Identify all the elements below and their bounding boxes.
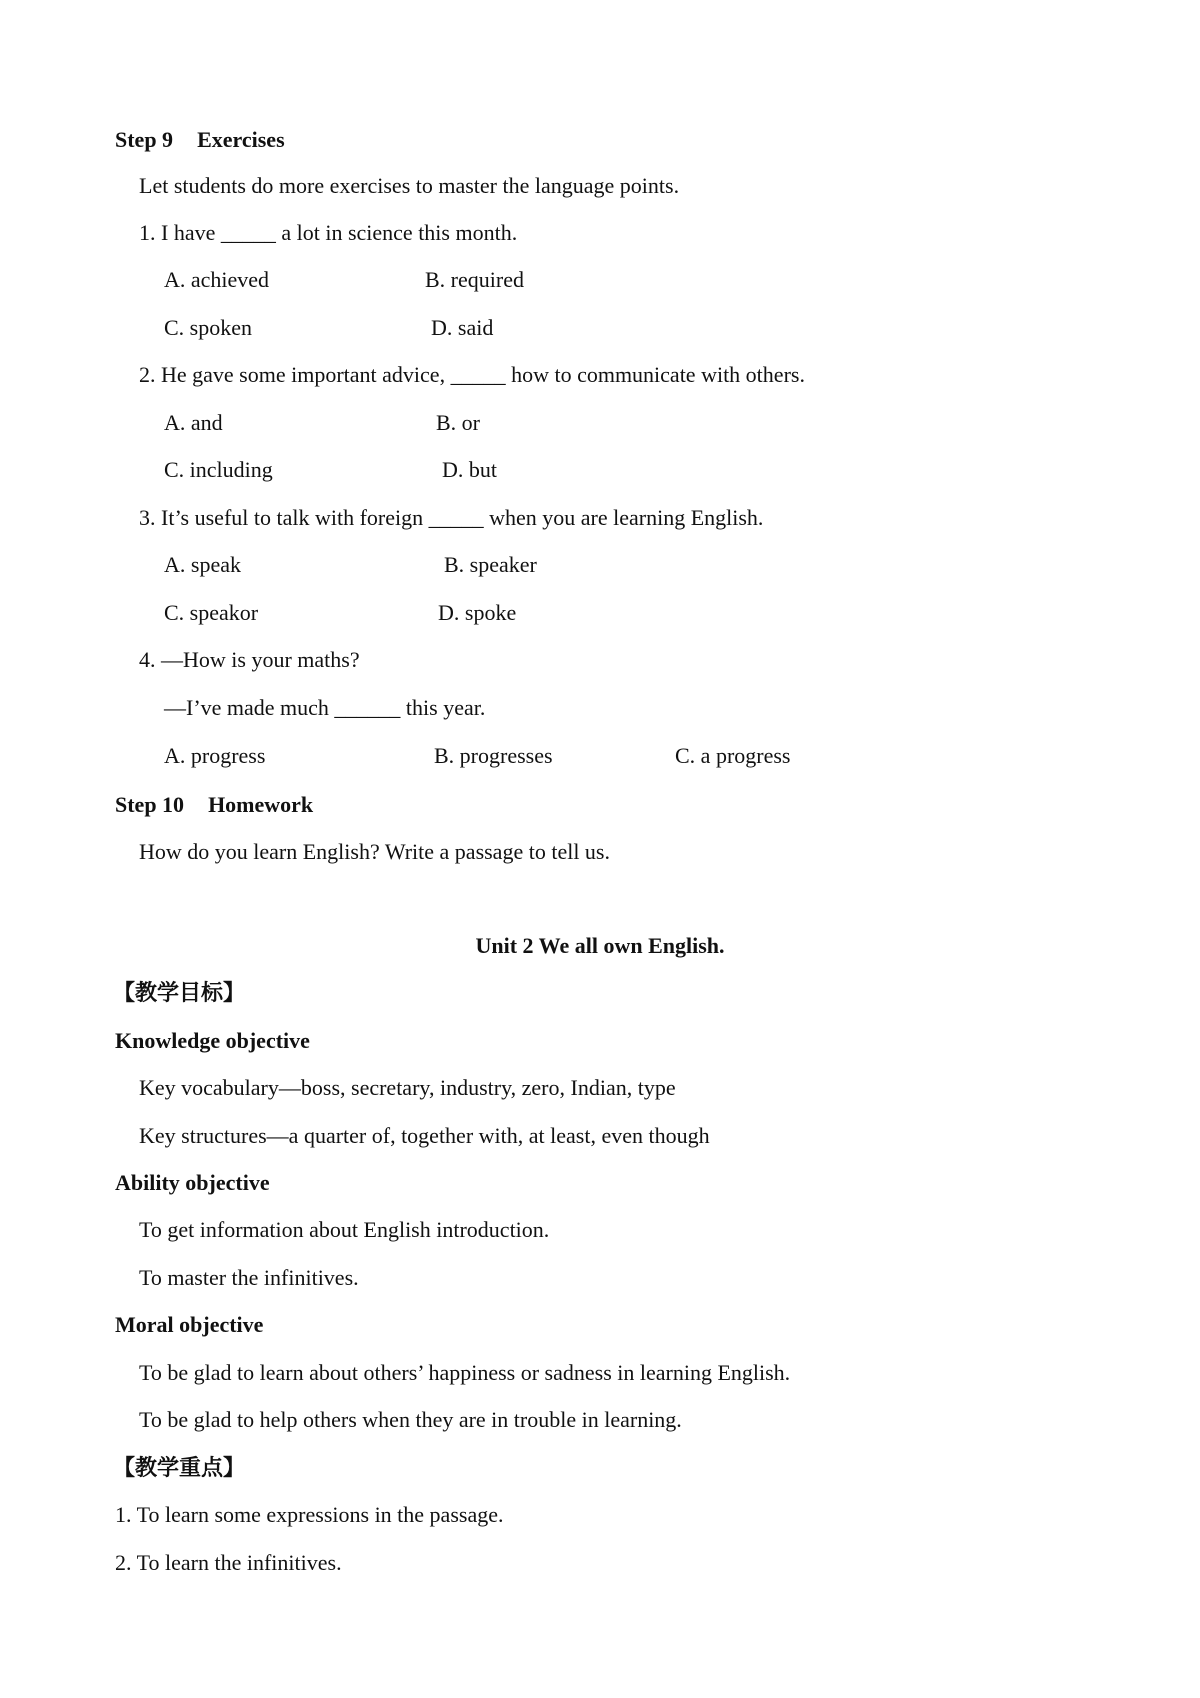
step10-title: Homework xyxy=(208,792,314,817)
question-3-stem: 3. It’s useful to talk with foreign _____ when you are learning English. xyxy=(139,505,764,530)
question-1-option-b: B. required xyxy=(425,267,524,292)
question-4-option-c: C. a progress xyxy=(675,743,791,768)
question-4-option-b: B. progresses xyxy=(434,743,553,768)
ability-heading: Ability objective xyxy=(115,1170,270,1195)
key-point-item: 1. To learn some expressions in the passage. xyxy=(115,1502,504,1527)
knowledge-item-structures: Key structures—a quarter of, together with, at least, even though xyxy=(139,1123,710,1148)
question-1-option-c: C. spoken xyxy=(164,315,252,340)
question-2-option-b: B. or xyxy=(436,410,480,435)
question-3-option-a: A. speak xyxy=(164,552,241,577)
question-4-stem-reply: —I’ve made much ______ this year. xyxy=(164,695,486,720)
step10-text: How do you learn English? Write a passage to tell us. xyxy=(139,839,610,864)
step10-heading xyxy=(115,792,313,818)
moral-item: To be glad to learn about others’ happiness or sadness in learning English. xyxy=(139,1360,791,1385)
question-2-option-d: D. but xyxy=(442,457,497,482)
unit-title: Unit 2 We all own English. xyxy=(475,933,725,958)
question-2-option-c: C. including xyxy=(164,457,273,482)
ability-item: To master the infinitives. xyxy=(139,1265,359,1290)
question-1-option-d: D. said xyxy=(431,315,494,340)
knowledge-item-vocabulary: Key vocabulary—boss, secretary, industry, zero, Indian, type xyxy=(139,1075,676,1100)
question-3-option-d: D. spoke xyxy=(438,600,517,625)
key-points-header: 【教学重点】 xyxy=(113,1455,246,1480)
step9-label: Step 9 xyxy=(115,127,174,152)
knowledge-heading: Knowledge objective xyxy=(115,1028,310,1053)
question-1-stem: 1. I have _____ a lot in science this month. xyxy=(139,220,518,245)
objectives-header: 【教学目标】 xyxy=(113,980,246,1005)
step10-label: Step 10 xyxy=(115,792,185,817)
question-4-option-a: A. progress xyxy=(164,743,266,768)
question-2-stem: 2. He gave some important advice, _____ how to communicate with others. xyxy=(139,362,805,387)
moral-item: To be glad to help others when they are in trouble in learning. xyxy=(139,1407,682,1432)
key-point-item: 2. To learn the infinitives. xyxy=(115,1550,342,1575)
step9-intro: Let students do more exercises to master the language points. xyxy=(139,173,680,198)
question-4-stem: 4. —How is your maths? xyxy=(139,647,360,672)
moral-heading: Moral objective xyxy=(115,1312,264,1337)
step9-title: Exercises xyxy=(197,127,285,152)
question-2-option-a: A. and xyxy=(164,410,223,435)
step9-heading xyxy=(115,127,285,153)
question-3-option-b: B. speaker xyxy=(444,552,537,577)
question-1-option-a: A. achieved xyxy=(164,267,270,292)
ability-item: To get information about English introduction. xyxy=(139,1217,550,1242)
question-3-option-c: C. speakor xyxy=(164,600,259,625)
